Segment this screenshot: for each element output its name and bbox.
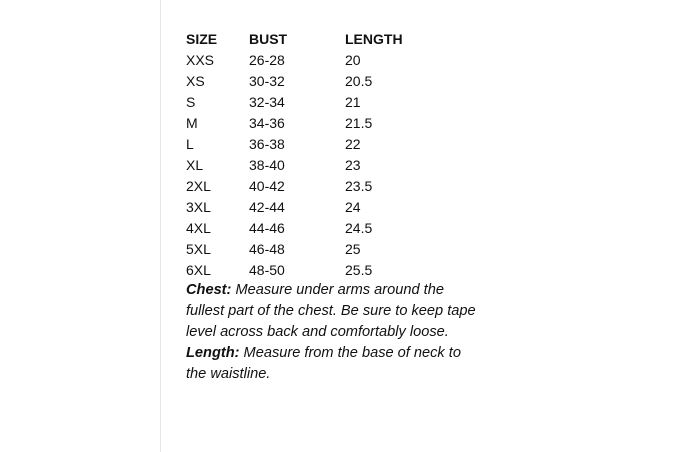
cell-bust: 40-42	[249, 177, 285, 194]
vertical-divider	[160, 0, 161, 452]
chest-label: Chest:	[186, 282, 232, 298]
header-size: SIZE	[186, 30, 218, 47]
table-row	[186, 196, 445, 217]
table-row	[186, 70, 445, 91]
cell-bust: 48-50	[249, 261, 285, 278]
length-label: Length:	[186, 345, 240, 361]
cell-size: 3XL	[186, 198, 211, 215]
cell-bust: 30-32	[249, 72, 285, 89]
cell-size: M	[186, 114, 198, 131]
cell-length: 24	[345, 198, 361, 215]
cell-length: 24.5	[345, 219, 373, 236]
cell-bust: 38-40	[249, 156, 285, 173]
table-row	[186, 112, 445, 133]
cell-size: L	[186, 135, 194, 152]
table-row	[186, 133, 445, 154]
table-row	[186, 217, 445, 238]
cell-size: 6XL	[186, 261, 211, 278]
cell-length: 23	[345, 156, 361, 173]
table-row	[186, 259, 445, 280]
cell-bust: 44-46	[249, 219, 285, 236]
table-row	[186, 49, 445, 70]
cell-bust: 26-28	[249, 51, 285, 68]
cell-length: 21	[345, 93, 361, 110]
cell-bust: 32-34	[249, 93, 285, 110]
table-row	[186, 238, 445, 259]
cell-length: 25.5	[345, 261, 373, 278]
cell-bust: 42-44	[249, 198, 285, 215]
cell-bust: 36-38	[249, 135, 285, 152]
cell-bust: 46-48	[249, 240, 285, 257]
length-note	[186, 343, 476, 385]
chest-note	[186, 280, 476, 343]
cell-length: 20.5	[345, 72, 373, 89]
cell-size: XS	[186, 72, 205, 89]
cell-size: XL	[186, 156, 204, 173]
table-row	[186, 91, 445, 112]
header-length: LENGTH	[345, 30, 403, 47]
cell-size: S	[186, 93, 196, 110]
cell-size: XXS	[186, 51, 215, 68]
table-header-row	[186, 28, 445, 49]
cell-length: 23.5	[345, 177, 373, 194]
cell-size: 4XL	[186, 219, 211, 236]
cell-size: 5XL	[186, 240, 211, 257]
cell-length: 20	[345, 51, 361, 68]
length-text: Measure from the base of neck to the waistline.	[186, 345, 461, 382]
header-bust: BUST	[249, 30, 288, 47]
cell-length: 25	[345, 240, 361, 257]
cell-length: 21.5	[345, 114, 373, 131]
table-row	[186, 154, 445, 175]
cell-length: 22	[345, 135, 361, 152]
cell-size: 2XL	[186, 177, 211, 194]
size-guide	[186, 28, 476, 385]
cell-bust: 34-36	[249, 114, 285, 131]
chest-text: Measure under arms around the fullest part of the chest. Be sure to keep tape level across back and comfortably loose.	[186, 282, 476, 340]
size-chart-body	[186, 49, 445, 280]
size-chart-table	[186, 28, 445, 280]
table-row	[186, 175, 445, 196]
